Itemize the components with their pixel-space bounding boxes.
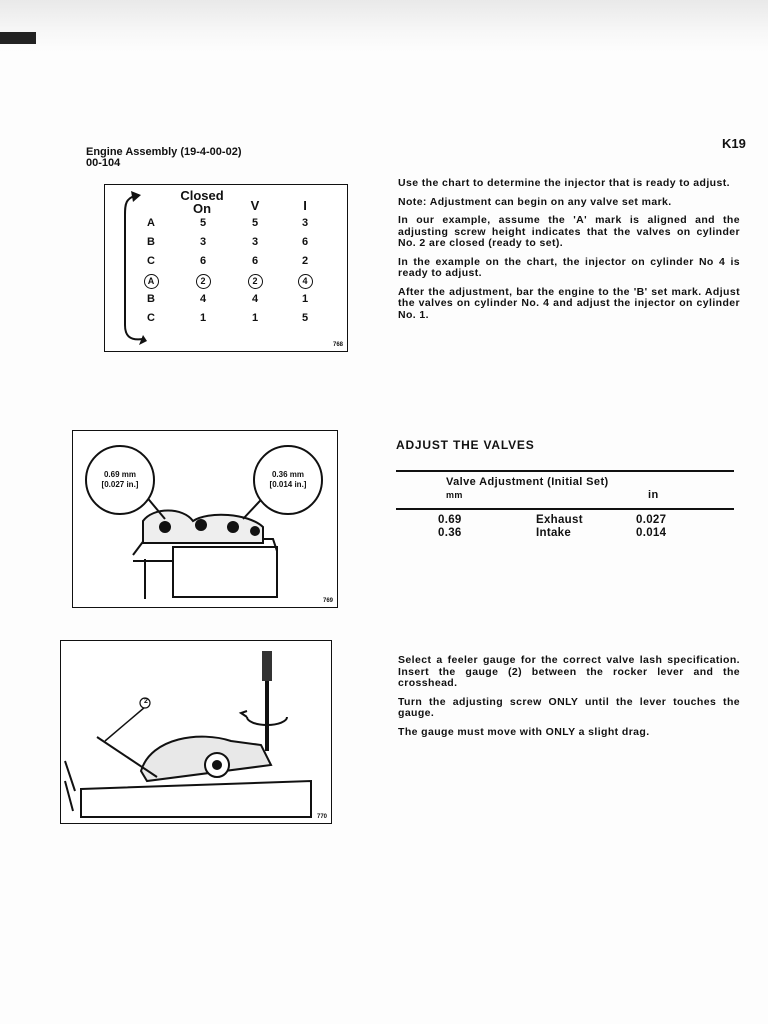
figure-number: 768 <box>332 342 343 348</box>
section-title: ADJUST THE VALVES <box>396 438 535 452</box>
page-id: K19 <box>722 136 746 151</box>
chart-cell-value: 5 <box>199 217 207 229</box>
chart-cell-value: 1 <box>199 312 207 324</box>
paragraph-note: Note: Adjustment can begin on any valve set mark. <box>398 195 672 208</box>
chart-cell-value: 5 <box>251 217 259 229</box>
chart-cell-closed <box>191 236 215 248</box>
table-unit-mm: mm <box>446 490 463 500</box>
chart-cell-v <box>243 312 267 324</box>
chart-cell-value: C <box>147 312 155 324</box>
intake-callout-in: [0.014 in.] <box>269 480 307 489</box>
chart-cell-mark <box>139 293 163 305</box>
chart-cell-i <box>293 255 317 267</box>
chart-cell-value: 4 <box>298 274 313 289</box>
instructions-bottom <box>398 655 740 745</box>
figure-number: 769 <box>322 598 333 604</box>
chart-cell-mark <box>139 236 163 248</box>
chart-cell-v <box>243 255 267 267</box>
chart-cell-value: 5 <box>301 312 309 324</box>
scan-corner-mark <box>0 32 36 44</box>
chart-cell-i <box>293 312 317 324</box>
table-unit-in: in <box>648 489 659 501</box>
chart-cell-i <box>293 293 317 305</box>
paragraph-after-adjustment: After the adjustment, bar the engine to the 'B' set mark. Adjust the valves on cylinder No. 4 and adjust the injector on cylinder No. 1. <box>398 285 740 321</box>
chart-cell-closed <box>191 255 215 267</box>
chart-head-closed: Closed <box>180 188 224 203</box>
chart-cell-value: 1 <box>251 312 259 324</box>
chart-cell-value: 4 <box>199 293 207 305</box>
chart-cell-i <box>293 217 317 229</box>
chart-cell-value: 2 <box>301 255 309 267</box>
chart-cell-mark <box>139 255 163 267</box>
chart-cell-value: A <box>147 217 155 229</box>
chart-cell-mark <box>139 274 163 289</box>
exhaust-callout-in: [0.027 in.] <box>101 480 139 489</box>
chart-cell-value: 6 <box>301 236 309 248</box>
paragraph-injector: In the example on the chart, the injector on cylinder No 4 is ready to adjust. <box>398 255 740 279</box>
paragraph-turn-screw: Turn the adjusting screw ONLY until the lever touches the gauge. <box>398 695 740 719</box>
chart-cell-value: 2 <box>248 274 263 289</box>
chart-cell-value: 6 <box>199 255 207 267</box>
chart-cell-closed <box>191 274 215 289</box>
chart-cell-value: 6 <box>251 255 259 267</box>
feeler-gauge-illustration <box>60 640 332 824</box>
chart-cell-value: B <box>147 293 155 305</box>
chart-cell-v <box>243 236 267 248</box>
paragraph-use-chart: Use the chart to determine the injector that is ready to adjust. <box>398 177 730 189</box>
chart-cell-closed <box>191 293 215 305</box>
valve-table-cell-name: Exhaust <box>536 514 583 526</box>
chart-head-on: On <box>192 201 212 216</box>
chart-cell-i <box>293 274 317 289</box>
table-caption: Valve Adjustment (Initial Set) <box>446 476 609 488</box>
valve-set-chart <box>104 184 348 352</box>
valve-table-cell-in: 0.027 <box>636 514 667 526</box>
exhaust-callout <box>85 445 155 515</box>
instructions-top <box>398 178 740 328</box>
table-top-rule <box>396 470 734 472</box>
chart-cell-value: 3 <box>199 236 207 248</box>
chart-cell-value: 2 <box>196 274 211 289</box>
chart-cell-mark <box>139 217 163 229</box>
chart-cell-value: 4 <box>251 293 259 305</box>
chart-cell-value: A <box>144 274 159 289</box>
chart-cell-closed <box>191 312 215 324</box>
header-doc-number: 00-104 <box>86 157 121 169</box>
paragraph-gauge-drag: The gauge must move with ONLY a slight drag. <box>398 725 650 738</box>
intake-callout <box>253 445 323 515</box>
chart-cell-v <box>243 293 267 305</box>
table-header-rule <box>396 508 734 510</box>
chart-cell-value: C <box>147 255 155 267</box>
paragraph-example: In our example, assume the 'A' mark is aligned and the adjusting screw height indicates that the valves on cylinder No. 2 are closed (ready to set). <box>398 214 740 249</box>
chart-cell-v <box>243 274 267 289</box>
paragraph-select-gauge: Select a feeler gauge for the correct valve lash specification. Insert the gauge (2) between the rocker lever and the crosshead. <box>398 654 740 689</box>
figure-number: 770 <box>316 814 327 820</box>
chart-cell-value: 3 <box>301 217 309 229</box>
valve-table-cell-mm: 0.69 <box>438 514 462 526</box>
chart-cell-closed <box>191 217 215 229</box>
chart-cell-mark <box>139 312 163 324</box>
chart-cell-value: 1 <box>301 293 309 305</box>
chart-cell-value: B <box>147 236 155 248</box>
gauge-callout-number: 2 <box>144 698 148 705</box>
valve-table-cell-mm: 0.36 <box>438 527 462 539</box>
chart-cell-i <box>293 236 317 248</box>
chart-head-v: V <box>250 198 260 213</box>
valve-illustration <box>72 430 338 608</box>
header-title: Engine Assembly (19-4-00-02) <box>86 146 242 158</box>
exhaust-callout-mm: 0.69 mm <box>103 470 137 479</box>
intake-callout-mm: 0.36 mm <box>271 470 305 479</box>
chart-head-i: I <box>303 198 307 213</box>
scan-edge <box>0 0 768 52</box>
rocker-lever-illustration <box>61 641 331 823</box>
chart-cell-v <box>243 217 267 229</box>
valve-table-cell-name: Intake <box>536 527 572 539</box>
valve-table-cell-in: 0.014 <box>636 527 667 539</box>
chart-cell-value: 3 <box>251 236 259 248</box>
rotation-arrow-icon <box>117 185 157 351</box>
